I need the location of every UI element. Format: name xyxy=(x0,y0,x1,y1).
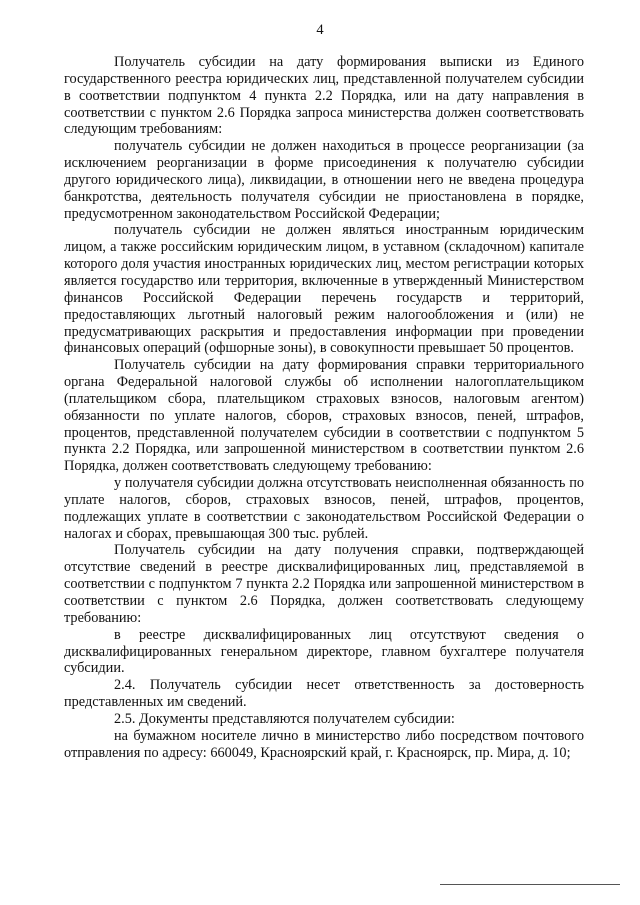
paragraph-2-4-responsibility: 2.4. Получатель субсидии несет ответственность за достоверность представленных им сведений. xyxy=(64,677,584,711)
paragraph-2-5-documents: 2.5. Документы представляются получателем субсидии: xyxy=(114,710,455,727)
paragraph-not-foreign-entity: получатель субсидии не должен являться иностранным юридическим лицом, а также российским юридическим лицом, в уставном (складочном) капитале которого доля участия иностранных юридических лиц, местом регистрации которых является государство или территория, включенные в утвержденный Министерством финансов Российской Федерации перечень государств и территорий, предоставляющих льготный налоговый режим налогообложения и (или) не предусматривающих раскрытия и предоставления информации при проведении финансовых операций (офшорные зоны), в совокупности превышает 50 процентов. xyxy=(64,222,584,357)
paragraph-tax-certificate-requirement: Получатель субсидии на дату формирования справки территориального органа Федеральной налоговой службы об исполнении налогоплательщиком (плательщиком сбора, плательщиком страховых взносов, налоговым агентом) обязанности по уплате налогов, сборов, страховых взносов, пеней, штрафов, процентов, представленной получателем субсидии в соответствии с подпунктом 5 пункта 2.2 Порядка, или запрошенной министерством в соответствии пунктом 2.6 Порядка, должен соответствовать следующему требованию: xyxy=(64,357,584,475)
paragraph-no-disqualified-persons: в реестре дисквалифицированных лиц отсутствуют сведения о дисквалифицированных генеральном директоре, главном бухгалтере получателя субсидии. xyxy=(64,626,584,677)
paragraph-no-reorganization: получатель субсидии не должен находиться в процессе реорганизации (за исключением реорганизации в форме присоединения к получателю субсидии другого юридического лица), ликвидации, в отношении него не введена процедура банкротства, деятельность получателя субсидии не приостановлена в порядке, предусмотренном законодательством Российской Федерации; xyxy=(64,138,584,222)
paragraph-recipient-egrul-requirements: Получатель субсидии на дату формирования выписки из Единого государственного реестра юридических лиц, представленной получателем субсидии в соответствии подпунктом 4 пункта 2.2 Порядка, или на дату направления в соответствии с пунктом 2.6 Порядка запроса министерства должен соответствовать следующим требованиям: xyxy=(64,54,584,138)
document-body xyxy=(64,54,584,761)
paragraph-paper-submission: на бумажном носителе лично в министерство либо посредством почтового отправления по адресу: 660049, Красноярский край, г. Красноярск, пр. Мира, д. 10; xyxy=(64,727,584,761)
paragraph-disqualification-certificate: Получатель субсидии на дату получения справки, подтверждающей отсутствие сведений в реестре дисквалифицированных лиц, представляемой в соответствии с подпунктом 7 пункта 2.2 Порядка или запрошенной министерством в соответствии с пунктом 2.6 Порядка, должен соответствовать следующему требованию: xyxy=(64,542,584,626)
page-number: 4 xyxy=(316,22,324,38)
paragraph-no-tax-arrears: у получателя субсидии должна отсутствовать неисполненная обязанность по уплате налогов, сборов, страховых взносов, пеней, штрафов, процентов, подлежащих уплате в соответствии с законодательством Российской Федерации о налогах и сборах, превышающая 300 тыс. рублей. xyxy=(64,475,584,542)
footer-divider xyxy=(440,884,620,885)
